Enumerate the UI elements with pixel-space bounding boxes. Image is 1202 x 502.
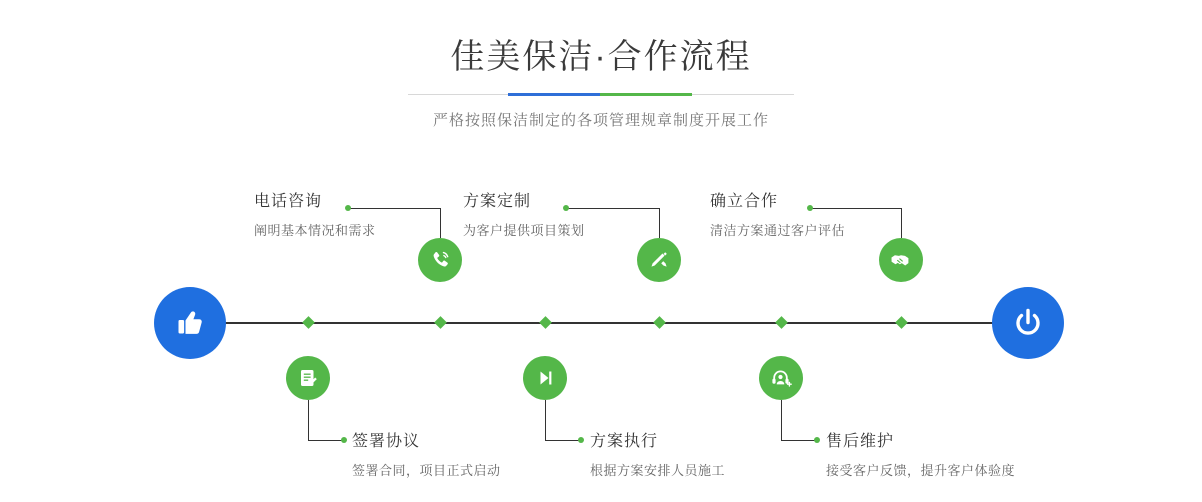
step-node-6[interactable] — [759, 356, 803, 400]
step-title-4: 方案执行 — [590, 433, 659, 450]
connector-4-vertical — [545, 400, 546, 440]
page-title: 佳美保洁·合作流程 — [450, 38, 752, 76]
thumbs-up-icon — [172, 305, 208, 341]
document-edit-icon — [296, 366, 320, 390]
connector-2-vertical — [308, 400, 309, 440]
phone-call-icon — [428, 248, 452, 272]
connector-5-vertical — [901, 208, 902, 238]
axis-marker-2 — [302, 316, 315, 329]
step-node-3[interactable] — [637, 238, 681, 282]
step-title-2: 签署协议 — [352, 433, 421, 450]
step-desc-6: 接受客户反馈，提升客户体验度 — [826, 463, 1016, 478]
axis-marker-1 — [434, 316, 447, 329]
step-label-4 — [590, 428, 725, 479]
headset-support-icon — [769, 366, 793, 390]
step-label-6 — [826, 428, 1015, 479]
start-endcap — [154, 287, 226, 359]
step-title-5: 确立合作 — [710, 193, 779, 210]
step-label-3 — [463, 188, 585, 239]
connector-4-horizontal — [545, 440, 581, 441]
axis-marker-4 — [539, 316, 552, 329]
connector-6-vertical — [781, 400, 782, 440]
connector-dot-6 — [814, 437, 820, 443]
step-title-6: 售后维护 — [826, 433, 895, 450]
step-desc-4: 根据方案安排人员施工 — [590, 463, 726, 478]
step-label-5 — [710, 188, 845, 239]
connector-3-vertical — [659, 208, 660, 238]
step-desc-1: 阐明基本情况和需求 — [254, 223, 376, 238]
page-subtitle: 严格按照保洁制定的各项管理规章制度开展工作 — [432, 112, 769, 129]
step-node-4[interactable] — [523, 356, 567, 400]
step-title-1: 电话咨询 — [254, 193, 323, 210]
connector-dot-4 — [578, 437, 584, 443]
axis-marker-6 — [775, 316, 788, 329]
connector-2-horizontal — [308, 440, 344, 441]
pen-tools-icon — [647, 248, 671, 272]
step-desc-3: 为客户提供项目策划 — [463, 223, 585, 238]
connector-1-vertical — [440, 208, 441, 238]
end-endcap — [992, 287, 1064, 359]
step-label-1 — [254, 188, 376, 239]
handshake-icon — [889, 248, 913, 272]
step-title-3: 方案定制 — [463, 193, 532, 210]
connector-dot-2 — [341, 437, 347, 443]
axis-marker-3 — [653, 316, 666, 329]
step-desc-2: 签署合同，项目正式启动 — [352, 463, 501, 478]
step-node-1[interactable] — [418, 238, 462, 282]
axis-marker-5 — [895, 316, 908, 329]
power-icon — [1010, 305, 1046, 341]
step-node-2[interactable] — [286, 356, 330, 400]
step-node-5[interactable] — [879, 238, 923, 282]
step-desc-5: 清洁方案通过客户评估 — [710, 223, 846, 238]
play-forward-icon — [533, 366, 557, 390]
connector-6-horizontal — [781, 440, 817, 441]
step-label-2 — [352, 428, 501, 479]
